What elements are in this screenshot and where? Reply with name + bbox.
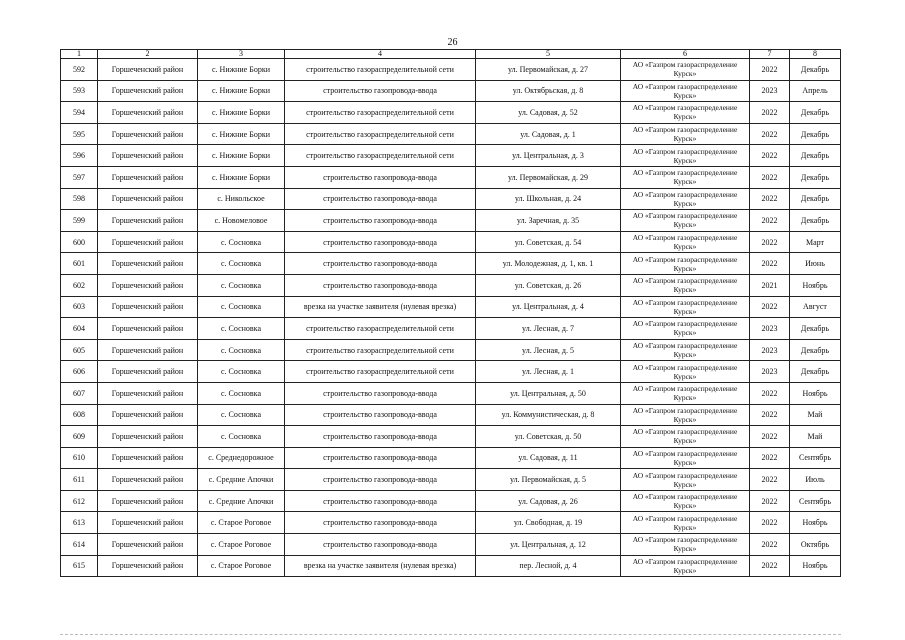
table-row bbox=[61, 145, 841, 167]
row-number: 598 bbox=[61, 188, 98, 210]
address-cell: ул. Советская, д. 50 bbox=[476, 426, 621, 448]
settlement-cell: с. Сосновка bbox=[198, 253, 285, 275]
address-cell: ул. Лесная, д. 5 bbox=[476, 339, 621, 361]
address-cell: ул. Заречная, д. 35 bbox=[476, 210, 621, 232]
month-cell: Октябрь bbox=[790, 534, 841, 556]
row-number: 613 bbox=[61, 512, 98, 534]
address-cell: ул. Центральная, д. 12 bbox=[476, 534, 621, 556]
year-cell: 2023 bbox=[750, 318, 790, 340]
district-cell: Горшеченский район bbox=[98, 512, 198, 534]
year-cell: 2022 bbox=[750, 296, 790, 318]
settlement-cell: с. Нижние Борки bbox=[198, 80, 285, 102]
column-header: 7 bbox=[750, 50, 790, 59]
row-number: 596 bbox=[61, 145, 98, 167]
month-cell: Декабрь bbox=[790, 210, 841, 232]
table-row bbox=[61, 339, 841, 361]
district-cell: Горшеченский район bbox=[98, 404, 198, 426]
settlement-cell: с. Сосновка bbox=[198, 404, 285, 426]
table-row bbox=[61, 318, 841, 340]
column-header: 4 bbox=[285, 50, 476, 59]
organization-cell: АО «Газпром газораспределение Курск» bbox=[621, 59, 750, 81]
year-cell: 2023 bbox=[750, 339, 790, 361]
work-type-cell: врезка на участке заявителя (нулевая врезка) bbox=[285, 296, 476, 318]
table-row bbox=[61, 404, 841, 426]
column-header: 6 bbox=[621, 50, 750, 59]
district-cell: Горшеченский район bbox=[98, 318, 198, 340]
row-number: 597 bbox=[61, 166, 98, 188]
organization-cell: АО «Газпром газораспределение Курск» bbox=[621, 469, 750, 491]
work-type-cell: строительство газопровода-ввода bbox=[285, 166, 476, 188]
settlement-cell: с. Средние Апочки bbox=[198, 490, 285, 512]
district-cell: Горшеченский район bbox=[98, 555, 198, 577]
table-row bbox=[61, 188, 841, 210]
row-number: 592 bbox=[61, 59, 98, 81]
organization-cell: АО «Газпром газораспределение Курск» bbox=[621, 404, 750, 426]
column-header: 5 bbox=[476, 50, 621, 59]
month-cell: Декабрь bbox=[790, 123, 841, 145]
district-cell: Горшеченский район bbox=[98, 210, 198, 232]
year-cell: 2022 bbox=[750, 404, 790, 426]
settlement-cell: с. Сосновка bbox=[198, 296, 285, 318]
address-cell: ул. Первомайская, д. 29 bbox=[476, 166, 621, 188]
year-cell: 2022 bbox=[750, 490, 790, 512]
settlement-cell: с. Сосновка bbox=[198, 274, 285, 296]
address-cell: ул. Первомайская, д. 27 bbox=[476, 59, 621, 81]
month-cell: Сентябрь bbox=[790, 447, 841, 469]
work-type-cell: строительство газопровода-ввода bbox=[285, 426, 476, 448]
month-cell: Декабрь bbox=[790, 361, 841, 383]
address-cell: ул. Садовая, д. 1 bbox=[476, 123, 621, 145]
district-cell: Горшеченский район bbox=[98, 80, 198, 102]
settlement-cell: с. Сосновка bbox=[198, 318, 285, 340]
district-cell: Горшеченский район bbox=[98, 447, 198, 469]
settlement-cell: с. Старое Роговое bbox=[198, 534, 285, 556]
district-cell: Горшеченский район bbox=[98, 274, 198, 296]
address-cell: ул. Центральная, д. 50 bbox=[476, 382, 621, 404]
table-row bbox=[61, 382, 841, 404]
organization-cell: АО «Газпром газораспределение Курск» bbox=[621, 231, 750, 253]
month-cell: Май bbox=[790, 426, 841, 448]
settlement-cell: с. Новомеловое bbox=[198, 210, 285, 232]
row-number: 604 bbox=[61, 318, 98, 340]
district-cell: Горшеченский район bbox=[98, 188, 198, 210]
address-cell: ул. Лесная, д. 7 bbox=[476, 318, 621, 340]
organization-cell: АО «Газпром газораспределение Курск» bbox=[621, 361, 750, 383]
address-cell: ул. Советская, д. 26 bbox=[476, 274, 621, 296]
work-type-cell: строительство газораспределительной сети bbox=[285, 123, 476, 145]
row-number: 599 bbox=[61, 210, 98, 232]
organization-cell: АО «Газпром газораспределение Курск» bbox=[621, 318, 750, 340]
district-cell: Горшеченский район bbox=[98, 123, 198, 145]
year-cell: 2023 bbox=[750, 361, 790, 383]
organization-cell: АО «Газпром газораспределение Курск» bbox=[621, 145, 750, 167]
organization-cell: АО «Газпром газораспределение Курск» bbox=[621, 382, 750, 404]
district-cell: Горшеченский район bbox=[98, 361, 198, 383]
month-cell: Ноябрь bbox=[790, 555, 841, 577]
work-type-cell: врезка на участке заявителя (нулевая врезка) bbox=[285, 555, 476, 577]
month-cell: Сентябрь bbox=[790, 490, 841, 512]
work-type-cell: строительство газопровода-ввода bbox=[285, 80, 476, 102]
year-cell: 2022 bbox=[750, 469, 790, 491]
row-number: 609 bbox=[61, 426, 98, 448]
settlement-cell: с. Средние Апочки bbox=[198, 469, 285, 491]
organization-cell: АО «Газпром газораспределение Курск» bbox=[621, 166, 750, 188]
year-cell: 2022 bbox=[750, 210, 790, 232]
row-number: 605 bbox=[61, 339, 98, 361]
row-number: 603 bbox=[61, 296, 98, 318]
month-cell: Декабрь bbox=[790, 102, 841, 124]
month-cell: Декабрь bbox=[790, 188, 841, 210]
month-cell: Декабрь bbox=[790, 59, 841, 81]
district-cell: Горшеченский район bbox=[98, 382, 198, 404]
address-cell: ул. Молодежная, д. 1, кв. 1 bbox=[476, 253, 621, 275]
address-cell: пер. Лесной, д. 4 bbox=[476, 555, 621, 577]
address-cell: ул. Первомайская, д. 5 bbox=[476, 469, 621, 491]
row-number: 615 bbox=[61, 555, 98, 577]
year-cell: 2022 bbox=[750, 145, 790, 167]
year-cell: 2022 bbox=[750, 447, 790, 469]
month-cell: Ноябрь bbox=[790, 382, 841, 404]
work-type-cell: строительство газораспределительной сети bbox=[285, 59, 476, 81]
organization-cell: АО «Газпром газораспределение Курск» bbox=[621, 102, 750, 124]
row-number: 614 bbox=[61, 534, 98, 556]
work-type-cell: строительство газопровода-ввода bbox=[285, 382, 476, 404]
organization-cell: АО «Газпром газораспределение Курск» bbox=[621, 210, 750, 232]
settlement-cell: с. Нижние Борки bbox=[198, 123, 285, 145]
year-cell: 2022 bbox=[750, 166, 790, 188]
table-row bbox=[61, 512, 841, 534]
address-cell: ул. Советская, д. 54 bbox=[476, 231, 621, 253]
year-cell: 2022 bbox=[750, 555, 790, 577]
address-cell: ул. Октябрьская, д. 8 bbox=[476, 80, 621, 102]
table-row bbox=[61, 59, 841, 81]
district-cell: Горшеченский район bbox=[98, 231, 198, 253]
column-number-row bbox=[61, 50, 841, 59]
organization-cell: АО «Газпром газораспределение Курск» bbox=[621, 512, 750, 534]
address-cell: ул. Садовая, д. 52 bbox=[476, 102, 621, 124]
table-row bbox=[61, 447, 841, 469]
table-row bbox=[61, 534, 841, 556]
district-cell: Горшеченский район bbox=[98, 145, 198, 167]
table-row bbox=[61, 274, 841, 296]
organization-cell: АО «Газпром газораспределение Курск» bbox=[621, 490, 750, 512]
organization-cell: АО «Газпром газораспределение Курск» bbox=[621, 555, 750, 577]
page-number: 26 bbox=[447, 37, 458, 48]
work-type-cell: строительство газопровода-ввода bbox=[285, 253, 476, 275]
organization-cell: АО «Газпром газораспределение Курск» bbox=[621, 426, 750, 448]
row-number: 612 bbox=[61, 490, 98, 512]
district-cell: Горшеченский район bbox=[98, 59, 198, 81]
row-number: 607 bbox=[61, 382, 98, 404]
table-row bbox=[61, 80, 841, 102]
year-cell: 2022 bbox=[750, 426, 790, 448]
organization-cell: АО «Газпром газораспределение Курск» bbox=[621, 274, 750, 296]
year-cell: 2022 bbox=[750, 59, 790, 81]
work-type-cell: строительство газопровода-ввода bbox=[285, 447, 476, 469]
district-cell: Горшеченский район bbox=[98, 469, 198, 491]
settlement-cell: с. Старое Роговое bbox=[198, 512, 285, 534]
district-cell: Горшеченский район bbox=[98, 339, 198, 361]
settlement-cell: с. Нижние Борки bbox=[198, 145, 285, 167]
address-cell: ул. Центральная, д. 4 bbox=[476, 296, 621, 318]
table-body bbox=[61, 59, 841, 577]
settlement-cell: с. Нижние Борки bbox=[198, 102, 285, 124]
year-cell: 2023 bbox=[750, 80, 790, 102]
table-row bbox=[61, 490, 841, 512]
month-cell: Июль bbox=[790, 469, 841, 491]
work-type-cell: строительство газораспределительной сети bbox=[285, 339, 476, 361]
row-number: 601 bbox=[61, 253, 98, 275]
work-type-cell: строительство газопровода-ввода bbox=[285, 231, 476, 253]
work-type-cell: строительство газопровода-ввода bbox=[285, 469, 476, 491]
column-header: 3 bbox=[198, 50, 285, 59]
work-type-cell: строительство газопровода-ввода bbox=[285, 534, 476, 556]
table-row bbox=[61, 102, 841, 124]
organization-cell: АО «Газпром газораспределение Курск» bbox=[621, 339, 750, 361]
row-number: 595 bbox=[61, 123, 98, 145]
column-header: 1 bbox=[61, 50, 98, 59]
settlement-cell: с. Сосновка bbox=[198, 231, 285, 253]
table-row bbox=[61, 555, 841, 577]
row-number: 602 bbox=[61, 274, 98, 296]
work-type-cell: строительство газораспределительной сети bbox=[285, 318, 476, 340]
district-cell: Горшеченский район bbox=[98, 296, 198, 318]
table-row bbox=[61, 166, 841, 188]
address-cell: ул. Садовая, д. 11 bbox=[476, 447, 621, 469]
settlement-cell: с. Сосновка bbox=[198, 382, 285, 404]
row-number: 600 bbox=[61, 231, 98, 253]
year-cell: 2022 bbox=[750, 512, 790, 534]
work-type-cell: строительство газораспределительной сети bbox=[285, 145, 476, 167]
settlement-cell: с. Сосновка bbox=[198, 339, 285, 361]
month-cell: Апрель bbox=[790, 80, 841, 102]
table-row bbox=[61, 426, 841, 448]
settlement-cell: с. Сосновка bbox=[198, 426, 285, 448]
page-bottom-line bbox=[60, 634, 841, 636]
row-number: 593 bbox=[61, 80, 98, 102]
settlement-cell: с. Сосновка bbox=[198, 361, 285, 383]
month-cell: Май bbox=[790, 404, 841, 426]
work-type-cell: строительство газораспределительной сети bbox=[285, 102, 476, 124]
district-cell: Горшеченский район bbox=[98, 534, 198, 556]
organization-cell: АО «Газпром газораспределение Курск» bbox=[621, 447, 750, 469]
settlement-cell: с. Среднедорожное bbox=[198, 447, 285, 469]
table-row bbox=[61, 469, 841, 491]
column-header: 2 bbox=[98, 50, 198, 59]
organization-cell: АО «Газпром газораспределение Курск» bbox=[621, 253, 750, 275]
year-cell: 2022 bbox=[750, 534, 790, 556]
row-number: 606 bbox=[61, 361, 98, 383]
year-cell: 2022 bbox=[750, 188, 790, 210]
month-cell: Декабрь bbox=[790, 339, 841, 361]
row-number: 608 bbox=[61, 404, 98, 426]
table-row bbox=[61, 253, 841, 275]
address-cell: ул. Коммунистическая, д. 8 bbox=[476, 404, 621, 426]
gasification-table bbox=[60, 49, 841, 577]
row-number: 611 bbox=[61, 469, 98, 491]
address-cell: ул. Центральная, д. 3 bbox=[476, 145, 621, 167]
table-row bbox=[61, 210, 841, 232]
row-number: 594 bbox=[61, 102, 98, 124]
settlement-cell: с. Нижние Борки bbox=[198, 166, 285, 188]
year-cell: 2022 bbox=[750, 253, 790, 275]
organization-cell: АО «Газпром газораспределение Курск» bbox=[621, 123, 750, 145]
address-cell: ул. Садовая, д. 26 bbox=[476, 490, 621, 512]
month-cell: Декабрь bbox=[790, 145, 841, 167]
settlement-cell: с. Нижние Борки bbox=[198, 59, 285, 81]
organization-cell: АО «Газпром газораспределение Курск» bbox=[621, 80, 750, 102]
month-cell: Декабрь bbox=[790, 166, 841, 188]
work-type-cell: строительство газопровода-ввода bbox=[285, 404, 476, 426]
address-cell: ул. Лесная, д. 1 bbox=[476, 361, 621, 383]
month-cell: Ноябрь bbox=[790, 512, 841, 534]
year-cell: 2022 bbox=[750, 102, 790, 124]
organization-cell: АО «Газпром газораспределение Курск» bbox=[621, 188, 750, 210]
year-cell: 2022 bbox=[750, 231, 790, 253]
work-type-cell: строительство газораспределительной сети bbox=[285, 361, 476, 383]
month-cell: Декабрь bbox=[790, 318, 841, 340]
year-cell: 2022 bbox=[750, 123, 790, 145]
year-cell: 2022 bbox=[750, 382, 790, 404]
organization-cell: АО «Газпром газораспределение Курск» bbox=[621, 296, 750, 318]
table-row bbox=[61, 123, 841, 145]
address-cell: ул. Свободная, д. 19 bbox=[476, 512, 621, 534]
work-type-cell: строительство газопровода-ввода bbox=[285, 274, 476, 296]
settlement-cell: с. Никольское bbox=[198, 188, 285, 210]
district-cell: Горшеченский район bbox=[98, 253, 198, 275]
table-row bbox=[61, 361, 841, 383]
settlement-cell: с. Старое Роговое bbox=[198, 555, 285, 577]
table-row bbox=[61, 296, 841, 318]
address-cell: ул. Школьная, д. 24 bbox=[476, 188, 621, 210]
month-cell: Август bbox=[790, 296, 841, 318]
district-cell: Горшеченский район bbox=[98, 490, 198, 512]
month-cell: Июнь bbox=[790, 253, 841, 275]
work-type-cell: строительство газопровода-ввода bbox=[285, 490, 476, 512]
table-row bbox=[61, 231, 841, 253]
organization-cell: АО «Газпром газораспределение Курск» bbox=[621, 534, 750, 556]
month-cell: Ноябрь bbox=[790, 274, 841, 296]
district-cell: Горшеченский район bbox=[98, 426, 198, 448]
work-type-cell: строительство газопровода-ввода bbox=[285, 210, 476, 232]
work-type-cell: строительство газопровода-ввода bbox=[285, 188, 476, 210]
district-cell: Горшеченский район bbox=[98, 102, 198, 124]
month-cell: Март bbox=[790, 231, 841, 253]
year-cell: 2021 bbox=[750, 274, 790, 296]
work-type-cell: строительство газопровода-ввода bbox=[285, 512, 476, 534]
district-cell: Горшеченский район bbox=[98, 166, 198, 188]
column-header: 8 bbox=[790, 50, 841, 59]
row-number: 610 bbox=[61, 447, 98, 469]
